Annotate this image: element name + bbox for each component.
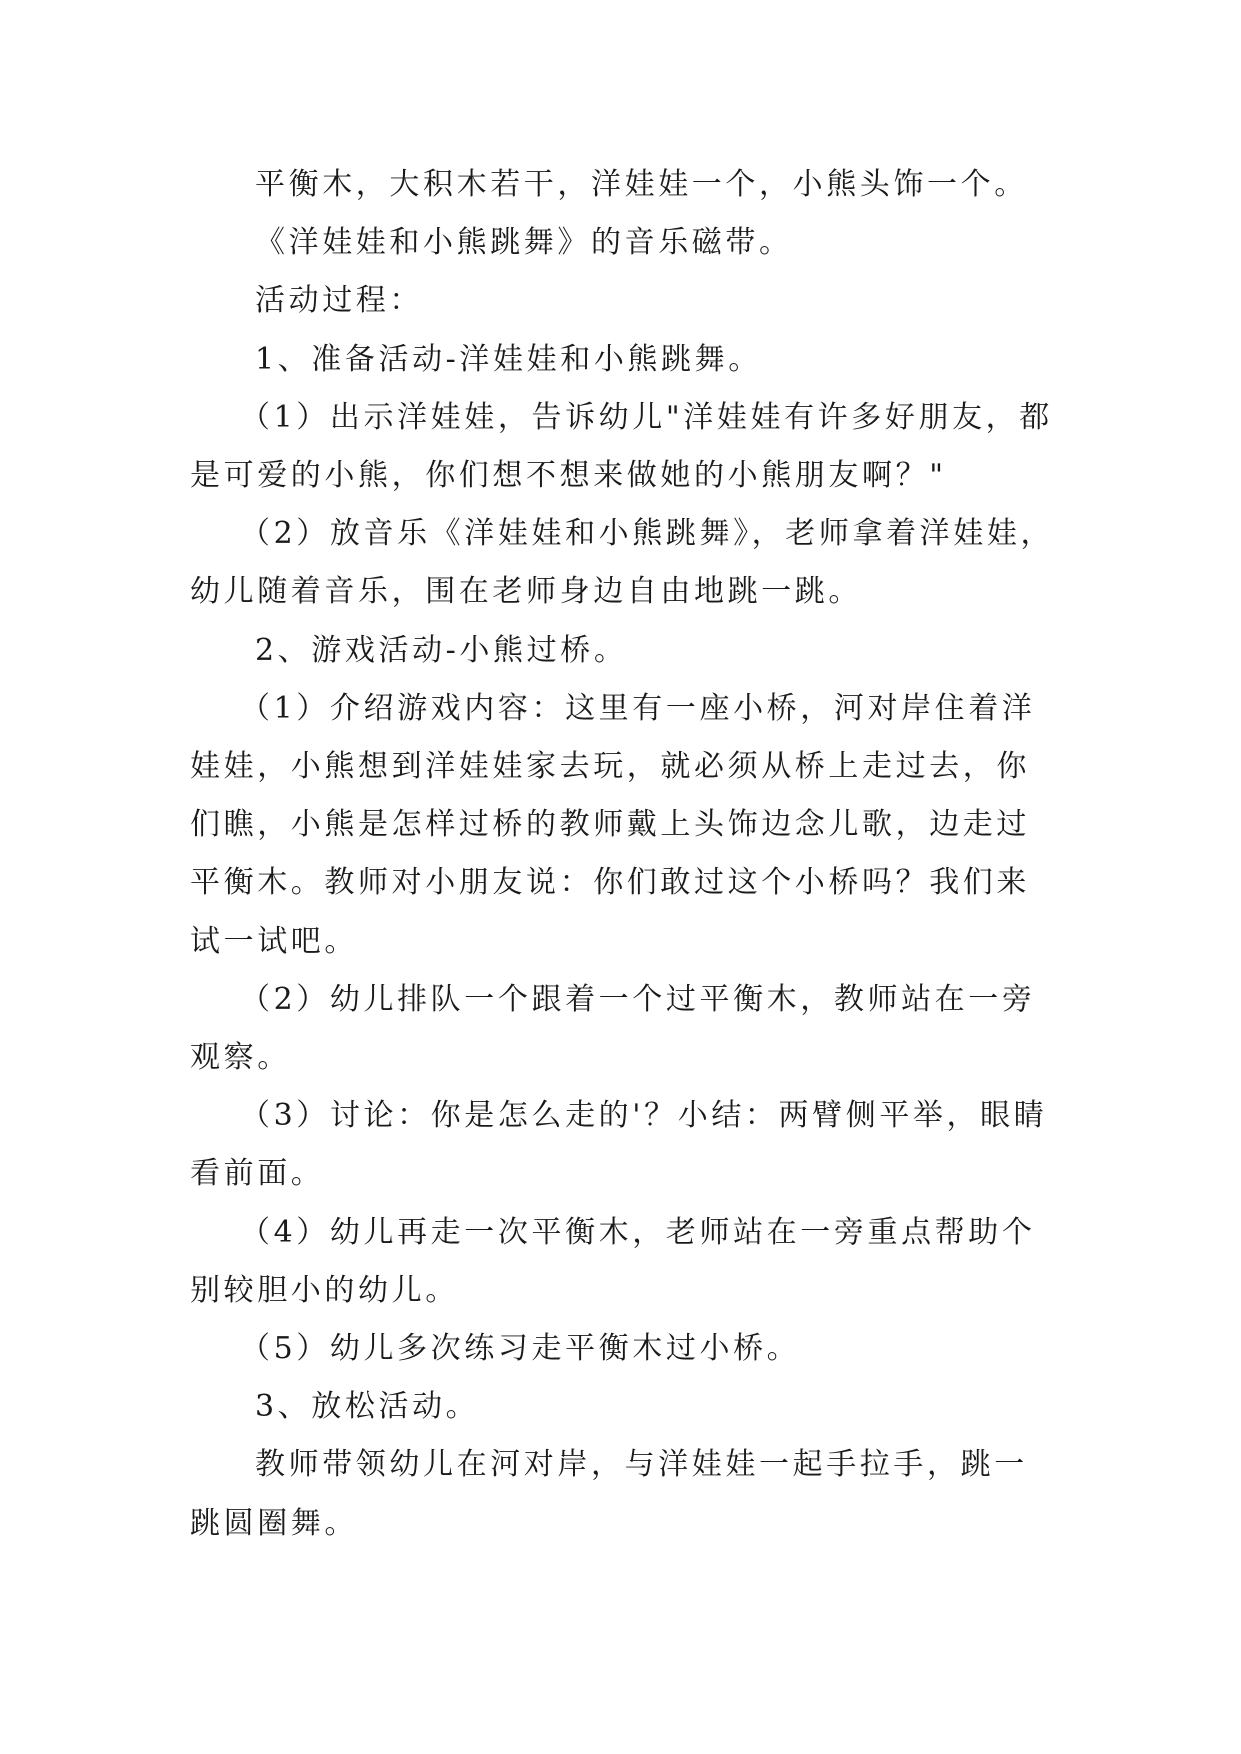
paragraph-music-tape: 《洋娃娃和小熊跳舞》的音乐磁带。 — [255, 225, 793, 261]
paragraph-step-2-2: （2）幼儿排队一个跟着一个过平衡木，教师站在一旁观察。 — [190, 981, 1036, 1076]
paragraph-step-1-1: （1）出示洋娃娃，告诉幼儿"洋娃娃有许多好朋友，都是可爱的小熊，你们想不想来做她的小熊朋友啊？" — [190, 399, 1053, 494]
paragraph-closing: 教师带领幼儿在河对岸，与洋娃娃一起手拉手，跳一跳圆圈舞。 — [190, 1447, 1028, 1541]
paragraph-step-3: 3、放松活动。 — [255, 1389, 480, 1425]
document-body — [190, 156, 1060, 1553]
paragraph-step-1-2: （2）放音乐《洋娃娃和小熊跳舞》，老师拿着洋娃娃，幼儿随着音乐，围在老师身边自由地跳一跳。 — [190, 516, 1055, 610]
paragraph-step-2-3: （3）讨论：你是怎么走的'？小结：两臂侧平举，眼睛看前面。 — [190, 1098, 1048, 1192]
paragraph-step-2: 2、游戏活动-小熊过桥。 — [255, 632, 628, 668]
paragraph-materials: 平衡木，大积木若干，洋娃娃一个，小熊头饰一个。 — [255, 167, 1028, 202]
paragraph-step-2-5: （5）幼儿多次练习走平衡木过小桥。 — [240, 1331, 801, 1367]
paragraph-step-1: 1、准备活动-洋娃娃和小熊跳舞。 — [255, 341, 762, 377]
paragraph-process-heading: 活动过程： — [255, 283, 423, 319]
paragraph-step-2-4: （4）幼儿再走一次平衡木，老师站在一旁重点帮助个别较胆小的幼儿。 — [190, 1214, 1036, 1308]
paragraph-step-2-1: （1）介绍游戏内容：这里有一座小桥，河对岸住着洋娃娃，小熊想到洋娃娃家去玩，就必须从桥上走过去，你们瞧，小熊是怎样过桥的教师戴上头饰边念儿歌，边走过平衡木。教师对小朋友说：你们敢过这个小桥吗？我们来试一试吧。 — [190, 690, 1036, 959]
